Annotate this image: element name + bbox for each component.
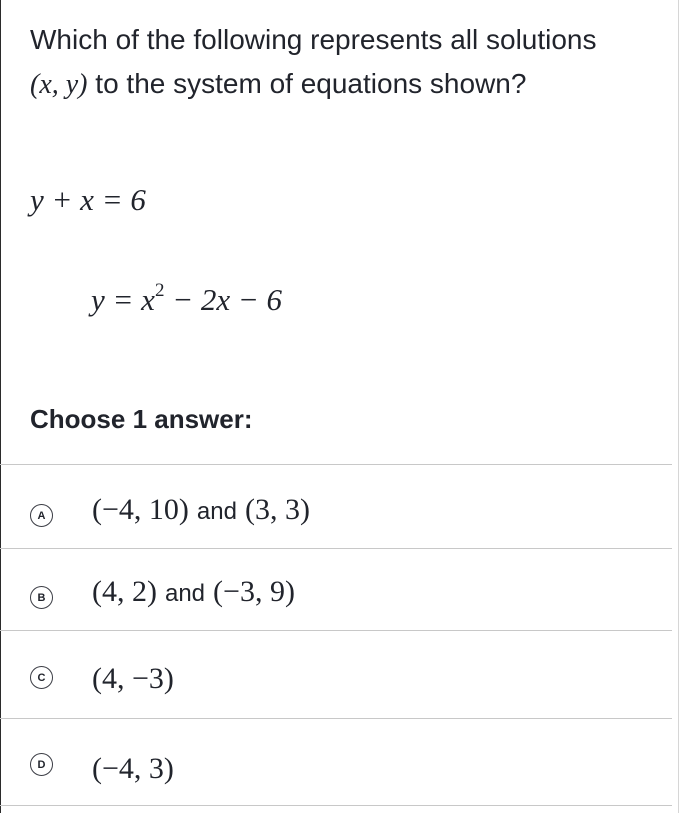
choice-d-content	[92, 752, 174, 786]
choice-d-first: (−4, 3)	[92, 752, 174, 785]
choice-d[interactable]	[0, 718, 672, 806]
choice-c-first: (4, −3)	[92, 662, 174, 695]
choice-a-letter-badge: A	[30, 504, 53, 527]
choice-a[interactable]	[0, 464, 672, 548]
choose-prompt: Choose 1 answer:	[30, 404, 253, 434]
choice-b-letter-badge: B	[30, 586, 53, 609]
choice-c[interactable]	[0, 630, 672, 718]
equation-1: y + x = 6	[30, 182, 146, 217]
variable-pair: (x, y)	[30, 69, 88, 100]
equation-2-exponent: 2	[154, 280, 165, 301]
equation-2	[91, 280, 282, 318]
choice-c-letter-badge: C	[30, 666, 53, 689]
question-line-2-rest: to the system of equations shown?	[95, 68, 527, 99]
choice-a-first: (−4, 10)	[92, 493, 189, 526]
choice-b-content	[92, 575, 295, 609]
equation-2-lhs: y = x	[91, 282, 155, 317]
choice-b-second: (−3, 9)	[213, 575, 295, 608]
choice-a-joiner: and	[196, 498, 237, 525]
choice-a-content	[92, 493, 310, 527]
choice-a-second: (3, 3)	[244, 493, 310, 526]
choice-b-first: (4, 2)	[92, 575, 157, 608]
question-line-1: Which of the following represents all solutions	[30, 24, 597, 55]
choice-b[interactable]	[0, 548, 672, 630]
question-text	[30, 18, 670, 107]
choice-d-letter-badge: D	[30, 753, 53, 776]
choice-c-content	[92, 662, 174, 696]
question-line-2	[30, 62, 670, 107]
equation-2-rhs: − 2x − 6	[164, 282, 283, 317]
choice-b-joiner: and	[164, 580, 206, 607]
answer-choices	[0, 464, 672, 806]
